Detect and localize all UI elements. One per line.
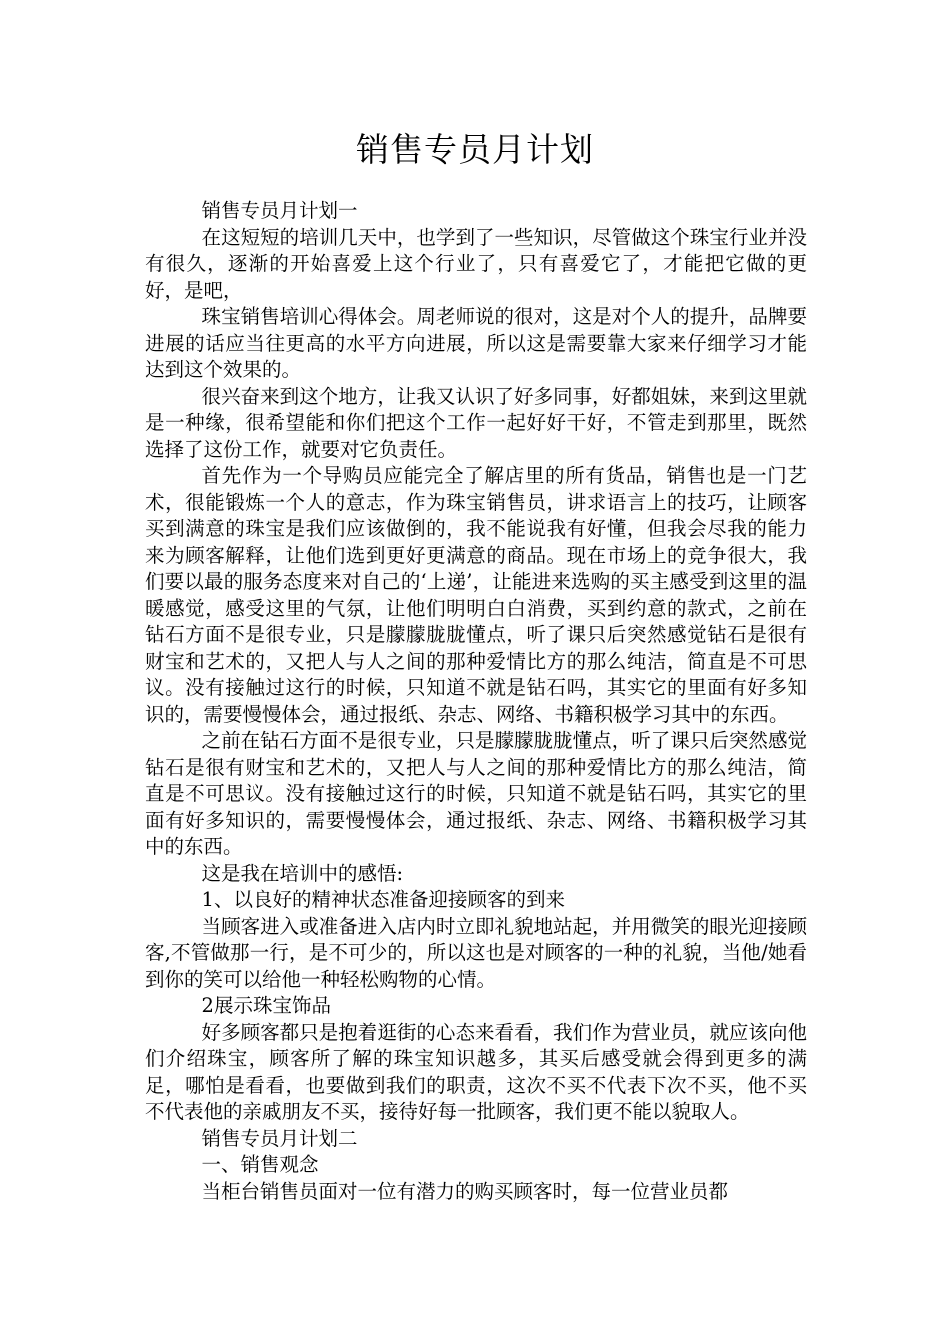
paragraph: 1、以良好的精神状态准备迎接顾客的到来 (201, 888, 565, 911)
paragraph: 珠宝销售培训心得体会。周老师说的很对，这是对个人的提升，品牌要进展的话应当往更高的水平方向进展，所以这是需要靠大家来仔细学习才能达到这个效果的。 (145, 305, 807, 381)
document-body (145, 198, 807, 1205)
paragraph: 当柜台销售员面对一位有潜力的购买顾客时，每一位营业员都 (201, 1179, 729, 1203)
paragraph: 销售专员月计划一 (201, 199, 358, 222)
paragraph: 在这短短的培训几天中，也学到了一些知识，尽管做这个珠宝行业并没有很久，逐渐的开始喜爱上这个行业了，只有喜爱它了，才能把它做的更好，是吧， (145, 225, 807, 302)
paragraph: 好多顾客都只是抱着逛街的心态来看看，我们作为营业员，就应该向他们介绍珠宝，顾客所了解的珠宝知识越多，其买后感受就会得到更多的满足，哪怕是看看，也要做到我们的职责，这次不买不代表下次不买，他不买不代表他的亲戚朋友不买，接待好每一批顾客，我们更不能以貌取人。 (145, 1020, 807, 1123)
paragraph: 当顾客进入或准备进入店内时立即礼貌地站起，并用微笑的眼光迎接顾客,不管做那一行，是不可少的，所以这也是对顾客的一种的礼貌，当他/她看到你的笑可以给他一种轻松购物的心情。 (145, 914, 807, 991)
paragraph: 销售专员月计划二 (201, 1126, 358, 1150)
paragraph: 很兴奋来到这个地方，让我又认识了好多同事，好都姐妹，来到这里就是一种缘，很希望能和你们把这个工作一起好好干好，不管走到那里，既然选择了这份工作，就要对它负责任。 (145, 384, 807, 461)
paragraph: 首先作为一个导购员应能完全了解店里的所有货品，销售也是一门艺术，很能锻炼一个人的意志，作为珠宝销售员，讲求语言上的技巧，让顾客买到满意的珠宝是我们应该做倒的，我不能说我有好懂，但我会尽我的能力来为顾客解释，让他们选到更好更满意的商品。现在市场上的竞争很大，我们要以最的服务态度来对自己的‘上递’，让能进来选购的买主感受到这里的温暖感觉，感受这里的气氛，让他们明明白白消费，买到约意的款式，之前在钻石方面不是很专业，只是朦朦胧胧懂点，听了课只后突然感觉钻石是很有财宝和艺术的，又把人与人之间的那种爱情比方的那么纯洁，简直是不可思议。没有接触过这行的时候，只知道不就是钻石吗，其实它的里面有好多知识的，需要慢慢体会，通过报纸、杂志、网络、书籍积极学习其中的东西。 (145, 464, 807, 726)
paragraph: 这是我在培训中的感悟: (201, 861, 404, 885)
paragraph: 2展示珠宝饰品 (201, 994, 331, 1017)
paragraph: 一、销售观念 (201, 1153, 319, 1176)
paragraph: 之前在钻石方面不是很专业，只是朦朦胧胧懂点，听了课只后突然感觉钻石是很有财宝和艺术的，又把人与人之间的那种爱情比方的那么纯洁，简直是不可思议。没有接触过这行的时候，只知道不就是钻石吗，其实它的里面有好多知识的，需要慢慢体会，通过报纸、杂志、网络、书籍积极学习其中的东西。 (145, 729, 807, 858)
document-title: 销售专员月计划 (356, 130, 594, 169)
